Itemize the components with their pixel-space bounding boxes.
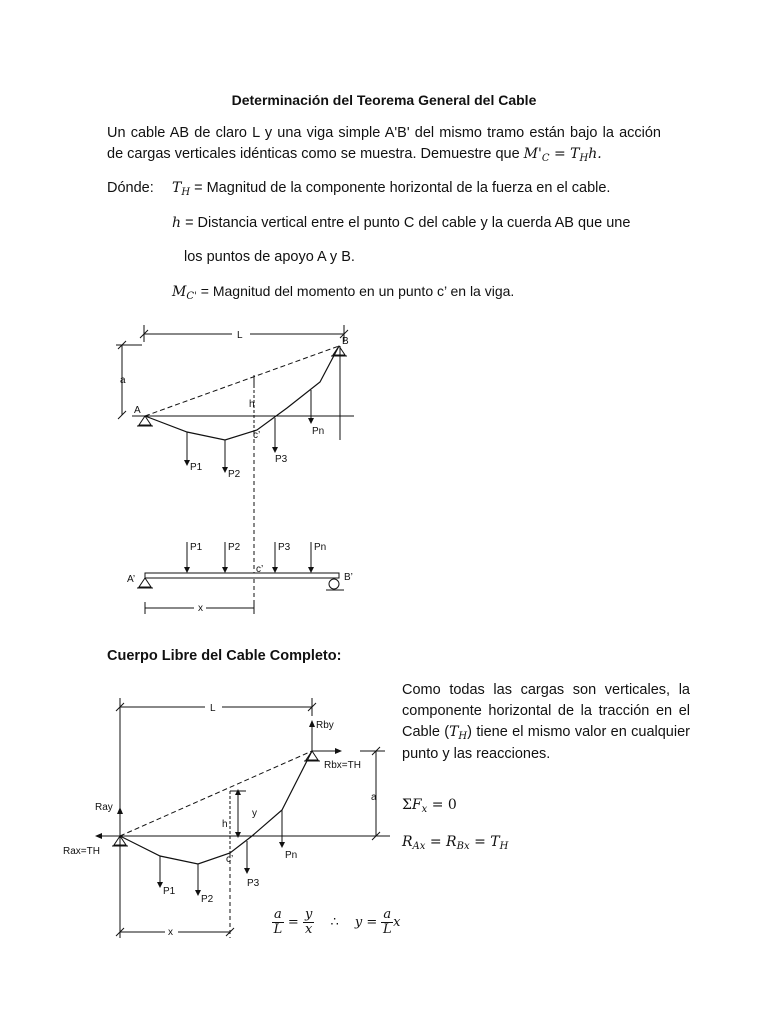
fig1-label-L: L xyxy=(237,330,243,341)
fig2-label-a: a xyxy=(371,792,377,803)
def-mc xyxy=(172,283,514,300)
donde-label: Dónde: xyxy=(107,180,154,196)
fig1-beam-P1: P1 xyxy=(190,542,203,553)
def-h-text: = Distancia vertical entre el punto C del cable y la cuerda AB que une xyxy=(185,215,631,231)
fig1-label-B: B xyxy=(342,336,349,347)
equation-proportion: $\frac{a}{L}$ = $\frac{y}{x}$ ∴ y = $\frac{a}{L}$ x xyxy=(273,907,401,937)
fig2-label-L: L xyxy=(210,703,216,714)
fig1-label-h: h xyxy=(249,399,255,410)
fig1-label-P1: P1 xyxy=(190,462,203,473)
equation-sum-fx: $\Sigma F_x = 0$ xyxy=(402,797,457,815)
def-th-text: = Magnitud de la componente horizontal de la fuerza en el cable. xyxy=(194,180,611,196)
def-h xyxy=(172,215,630,231)
fig2-label-P2: P2 xyxy=(201,894,214,905)
fig2-label-P1: P1 xyxy=(163,886,176,897)
fig1-beam-P2: P2 xyxy=(228,542,241,553)
explanation-paragraph xyxy=(402,680,690,765)
fig2-label-h: h xyxy=(222,819,228,830)
def-th xyxy=(172,180,610,196)
fig2-label-Ray: Ray xyxy=(95,802,113,813)
fig1-beam-P3: P3 xyxy=(278,542,291,553)
fig1-label-Ap: A’ xyxy=(127,574,136,585)
fig2-label-Pn: Pn xyxy=(285,850,298,861)
intro-math: $M'_C = T_Hh$. xyxy=(523,146,602,164)
fig1-label-Pn: Pn xyxy=(312,426,325,437)
fig1-label-c2: c’ xyxy=(256,564,264,575)
fig1-label-c: c’ xyxy=(253,430,261,441)
fig1-label-P3: P3 xyxy=(275,454,288,465)
fig1-label-a: a xyxy=(120,375,126,386)
explanation-th: $T_H$ xyxy=(449,724,468,742)
fig2-label-c: c’ xyxy=(226,854,234,865)
equation-reactions: $R_{Ax} = R_{Bx} = T_H$ xyxy=(402,834,509,852)
fig2-label-x: x xyxy=(168,927,173,938)
fig1-beam-Pn: Pn xyxy=(314,542,327,553)
def-th-symbol: $T_H$ xyxy=(172,180,191,198)
fig1-label-x: x xyxy=(198,603,203,614)
fig2-label-Rby: Rby xyxy=(316,720,334,731)
fig1-label-Bp: B’ xyxy=(344,572,353,583)
explanation-text-a: Como todas las cargas son verticales, la componente horizontal de la tracción en el Cable ( xyxy=(402,682,690,740)
fig2-label-Rax: Rax=TH xyxy=(63,846,100,857)
explanation-text-b: ) tiene el mismo valor en cualquier punto y las reacciones. xyxy=(402,724,690,762)
fig1-label-P2: P2 xyxy=(228,469,241,480)
fig2-label-Rbx: Rbx=TH xyxy=(324,760,361,771)
def-mc-text: = Magnitud del momento en un punto c’ en la viga. xyxy=(200,283,515,299)
def-h-continuation: los puntos de apoyo A y B. xyxy=(184,249,355,265)
intro-text: Un cable AB de claro L y una viga simple A'B' del mismo tramo están bajo la acción de cargas verticales idénticas como se muestra. Demuestre que xyxy=(107,125,661,162)
fig2-label-P3: P3 xyxy=(247,878,260,889)
fig1-label-A: A xyxy=(134,405,141,416)
section-title: Cuerpo Libre del Cable Completo: xyxy=(107,648,342,664)
intro-paragraph xyxy=(107,123,661,166)
figure-cable-beam xyxy=(112,320,362,620)
fig2-label-y: y xyxy=(252,808,257,819)
def-h-symbol: h xyxy=(172,215,182,231)
page-title: Determinación del Teorema General del Cable xyxy=(231,92,537,108)
def-mc-symbol: $M_{C'}$ xyxy=(172,284,197,302)
